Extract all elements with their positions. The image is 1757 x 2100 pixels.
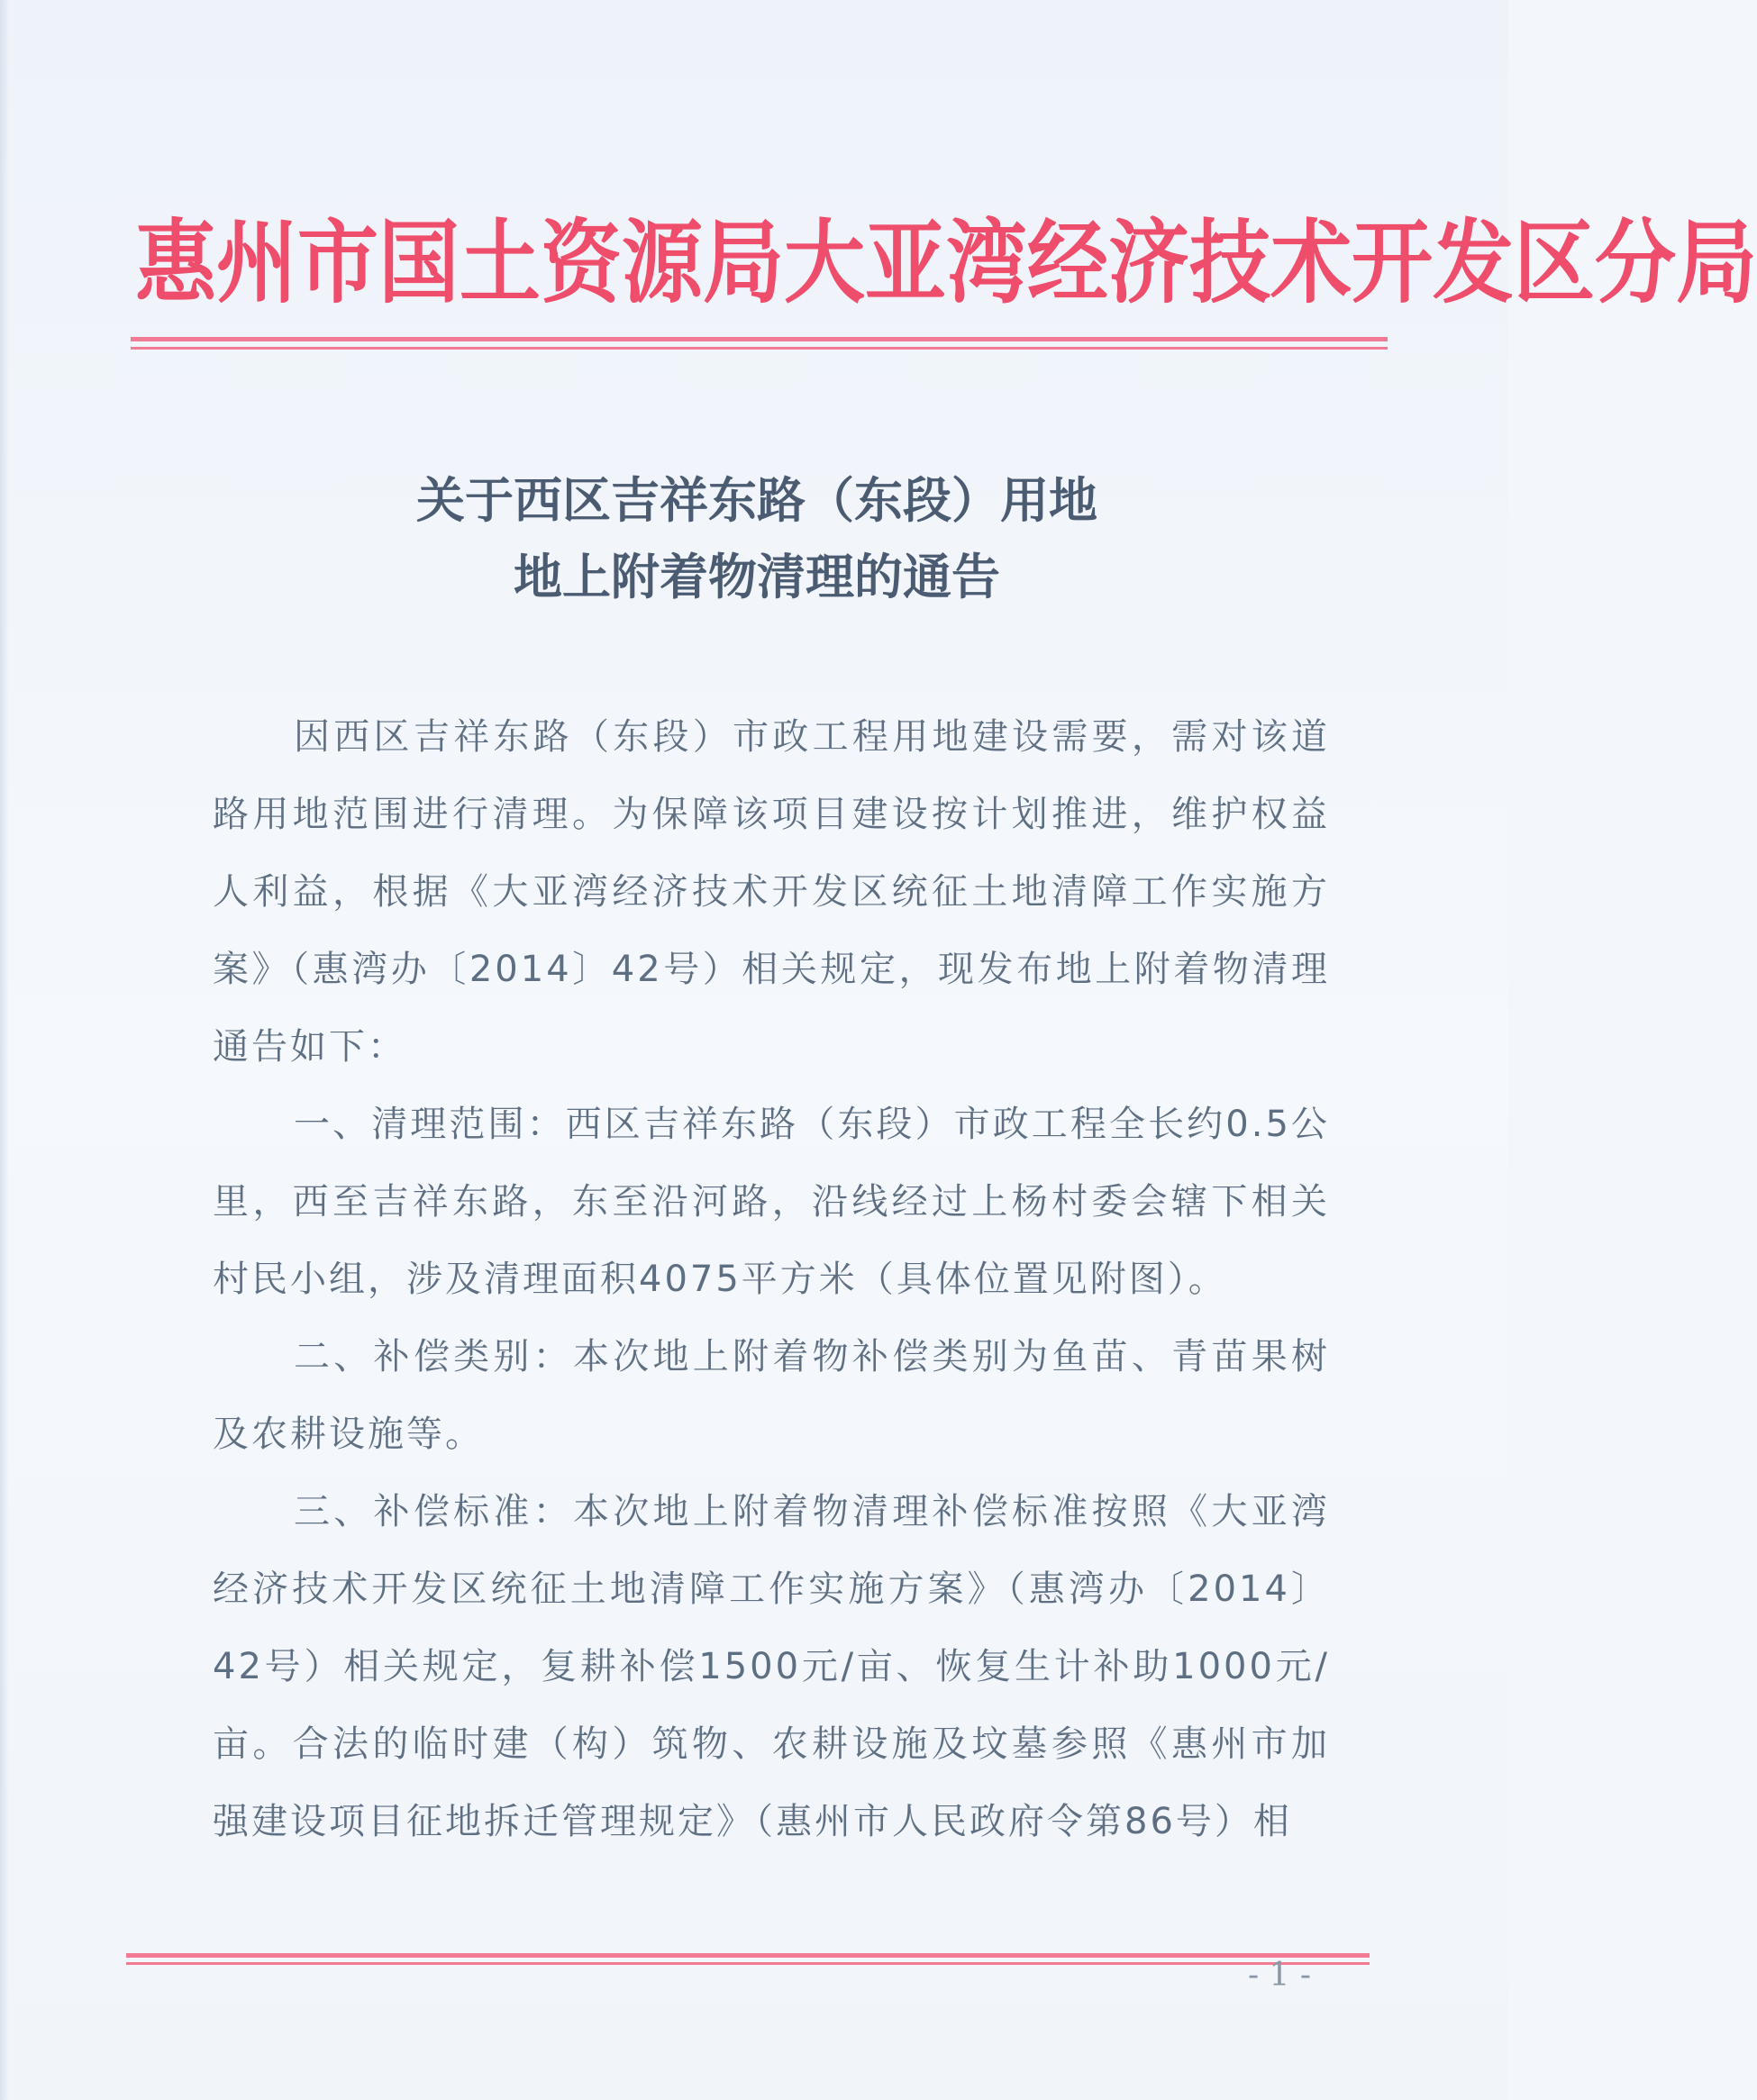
page-edge-shadow xyxy=(0,0,9,2100)
document-body xyxy=(213,698,1330,1860)
paragraph-scope: 一、清理范围：西区吉祥东路（东段）市政工程全长约0.5公里，西至吉祥东路，东至沿河路，沿线经过上杨村委会辖下相关村民小组，涉及清理面积4075平方米（具体位置见附图）。 xyxy=(213,1104,1330,1300)
page-number: - 1 - xyxy=(1247,1957,1312,1994)
document-title-line2: 地上附着物清理的通告 xyxy=(514,548,1000,605)
paragraph-category: 二、补偿类别：本次地上附着物补偿类别为鱼苗、青苗果树及农耕设施等。 xyxy=(213,1336,1330,1455)
paragraph-standard: 三、补偿标准：本次地上附着物清理补偿标准按照《大亚湾经济技术开发区统征土地清障工作实施方案》（惠湾办〔2014〕42号）相关规定，复耕补偿1500元/亩、恢复生计补助1000元/亩。合法的临时建（构）筑物、农耕设施及坟墓参照《惠州市加强建设项目征地拆迁管理规定》（惠州市人民政府令第86号）相 xyxy=(213,1491,1330,1842)
issuer-header: 惠州市国土资源局大亚湾经济技术开发区分局 xyxy=(135,209,1757,317)
paragraph-intro: 因西区吉祥东路（东段）市政工程用地建设需要，需对该道路用地范围进行清理。为保障该项目建设按计划推进，维护权益人利益，根据《大亚湾经济技术开发区统征土地清障工作实施方案》（惠湾办〔2014〕42号）相关规定，现发布地上附着物清理通告如下： xyxy=(213,716,1330,1068)
footer-rule-thin xyxy=(126,1962,1370,1965)
header-rule-thin xyxy=(131,347,1388,350)
document-title-line1: 关于西区吉祥东路（东段）用地 xyxy=(416,471,1097,529)
footer-rule-thick xyxy=(126,1953,1370,1958)
header-rule-thick xyxy=(131,337,1388,341)
